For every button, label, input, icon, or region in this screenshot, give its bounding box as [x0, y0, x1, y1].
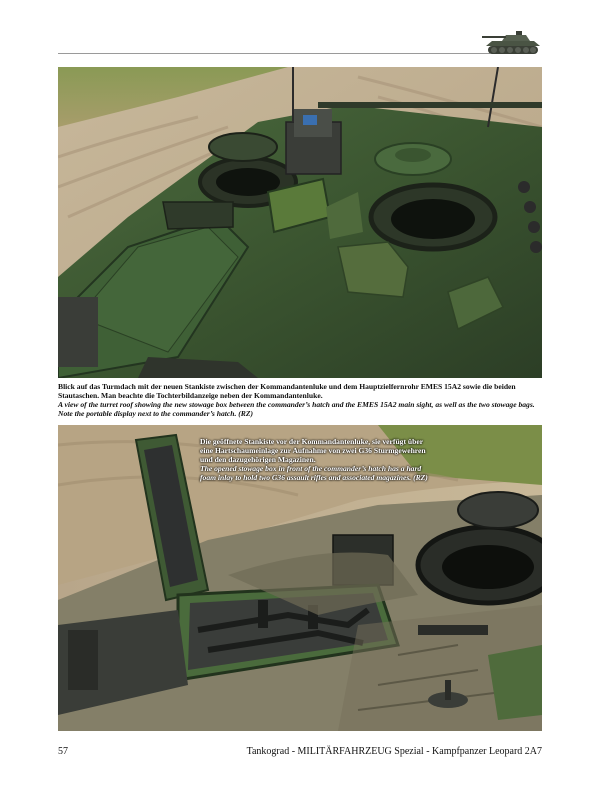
- caption-bottom-german: Die geöffnete Stankiste vor der Kommandantenluke, sie verfügt über eine Hartschaumeinlage zur Aufnahme von zwei G36 Sturmgewehren und den dazugehörigen Magazinen.: [200, 437, 426, 464]
- turret-roof-photo: [58, 67, 542, 378]
- caption-bottom-english: The opened stowage box in front of the commander’s hatch has a hard foam inlay to hold two G36 assault rifles and associated magazines. (RZ): [200, 464, 428, 482]
- publication-title: Tankograd - MILITÄRFAHRZEUG Spezial - Kampfpanzer Leopard 2A7: [246, 746, 542, 757]
- caption-bottom: [200, 437, 432, 482]
- header-rule: [58, 53, 490, 54]
- page-number: 57: [58, 746, 68, 757]
- page-footer: [58, 746, 542, 760]
- caption-top-english: A view of the turret roof showing the new stowage box between the commander’s hatch and the EMES 15A2 main sight, as well as the two stowage bags. Note the portable display next to the commander’s hatch. (RZ): [58, 400, 535, 418]
- caption-top-german: Blick auf das Turmdach mit der neuen Stankiste zwischen der Kommandantenluke und dem Hauptzielfernrohr EMES 15A2 sowie die beiden Stautaschen. Man beachte die Tochterbildanzeige neben der Kommandantenluke.: [58, 382, 516, 400]
- tank-silhouette-icon: [482, 28, 544, 58]
- caption-top: [58, 382, 542, 418]
